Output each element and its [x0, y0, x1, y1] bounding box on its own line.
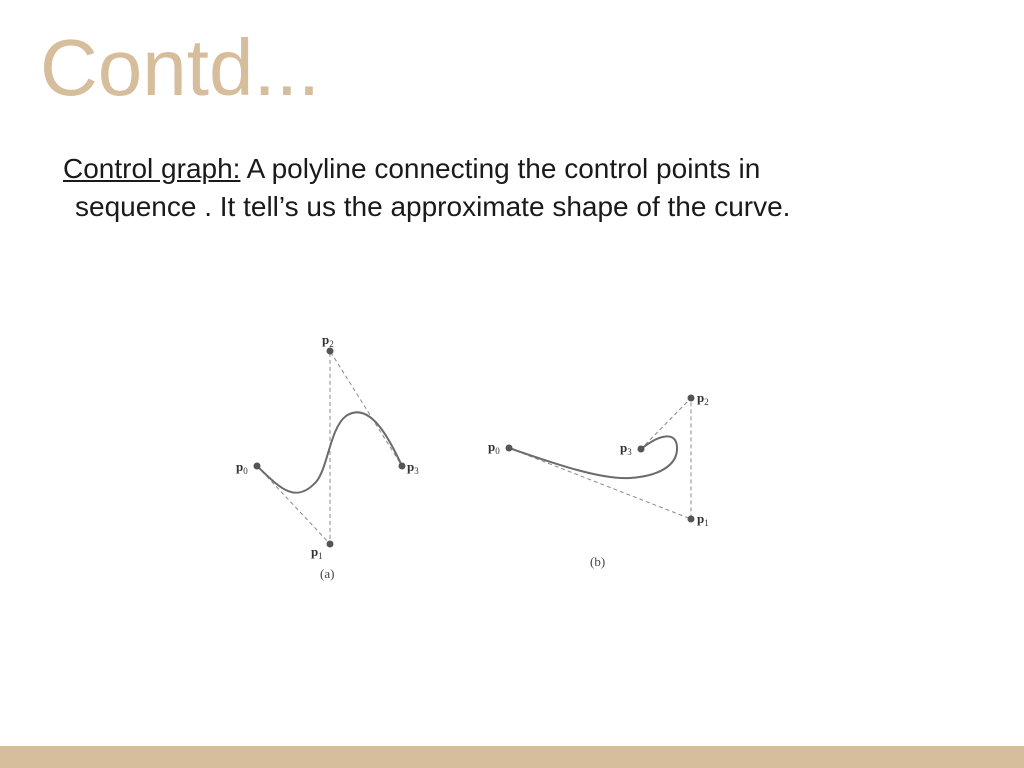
label-p3-a: p3 — [407, 459, 419, 476]
label-p0-b: p0 — [488, 439, 500, 456]
label-p1-b: p1 — [697, 511, 709, 528]
slide-title: Contd... — [40, 23, 321, 112]
definition-line-2: sequence . It tell’s us the approximate shape of the curve. — [75, 191, 791, 222]
label-p0-a: p0 — [236, 459, 248, 476]
figure-a — [236, 332, 419, 581]
caption-a: (a) — [320, 566, 335, 581]
label-p3-b: p3 — [620, 440, 632, 457]
control-point-p1-b — [688, 516, 695, 523]
definition-line-1: A polyline connecting the control points in — [240, 153, 761, 184]
bezier-curve-b — [509, 436, 677, 478]
term-control-graph: Control graph: — [63, 153, 241, 184]
control-polyline-b — [509, 398, 691, 519]
footer-accent-bar — [0, 746, 1024, 768]
caption-b: (b) — [590, 554, 606, 569]
control-point-p3-b — [638, 446, 645, 453]
control-point-p3-a — [399, 463, 406, 470]
control-point-p1-a — [327, 541, 334, 548]
control-point-p0-b — [506, 445, 513, 452]
label-p2-a: p2 — [322, 332, 334, 349]
label-p2-b: p2 — [697, 390, 709, 407]
control-point-p0-a — [254, 463, 261, 470]
figure-b — [488, 390, 709, 569]
control-point-p2-b — [688, 395, 695, 402]
label-p1-a: p1 — [311, 544, 323, 561]
